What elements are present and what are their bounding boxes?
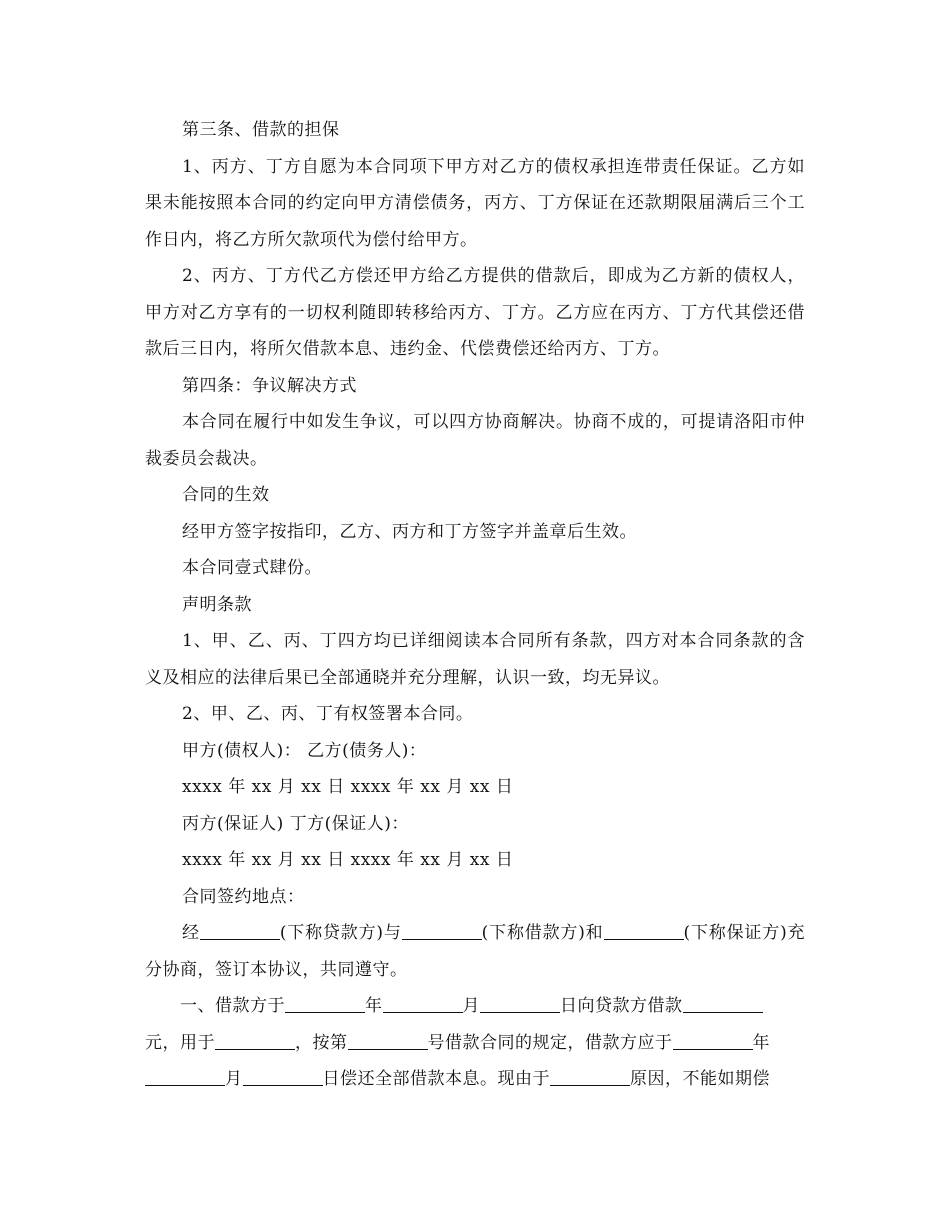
effect-clause: 经甲方签字按指印，乙方、丙方和丁方签字并盖章后生效。 [182, 521, 637, 542]
item-1-clause [145, 988, 805, 1098]
lender-name-blank[interactable] [200, 921, 280, 940]
declaration-clause-1: 1、甲、乙、丙、丁四方均已详细阅读本合同所有条款，四方对本合同条款的含义及相应的法律后果已全部通晓并充分理解，认识一致，均无异议。 [145, 631, 805, 688]
repay-month-blank[interactable] [145, 1067, 225, 1086]
reason-blank[interactable] [550, 1067, 630, 1086]
item-1-text-4: 日向贷款方借款 [560, 996, 683, 1016]
item-1-text-1: 一、借款方于 [180, 996, 285, 1016]
item-1-text-8: 年 [752, 1032, 770, 1053]
document-body [145, 112, 805, 1098]
loan-purpose-blank[interactable] [215, 1031, 295, 1050]
signature-date-line-1: xxxx 年 xx 月 xx 日 xxxx 年 xx 月 xx 日 [182, 777, 514, 797]
article-3-heading: 第三条、借款的担保 [182, 120, 340, 140]
item-1-line-2 [145, 1025, 805, 1062]
copies-clause: 本合同壹式肆份。 [182, 558, 322, 578]
item-1-text-9: 月 [225, 1069, 243, 1089]
item-1-text-2: 年 [365, 996, 383, 1016]
declaration-heading: 声明条款 [182, 594, 252, 615]
signature-parties-ab: 甲方(债权人)： 乙方(债务人)： [182, 740, 427, 761]
article-4-clause: 本合同在履行中如发生争议，可以四方协商解决。协商不成的，可提请洛阳市仲裁委员会裁决。 [145, 412, 805, 469]
contract-number-blank[interactable] [348, 1031, 428, 1050]
signature-date-line-2: xxxx 年 xx 月 xx 日 xxxx 年 xx 月 xx 日 [182, 850, 514, 870]
borrower-name-blank[interactable] [402, 921, 482, 940]
loan-day-blank[interactable] [480, 994, 560, 1013]
item-1-text-7: 号借款合同的规定，借款方应于 [427, 1032, 673, 1053]
loan-month-blank[interactable] [383, 994, 463, 1013]
agreement-text-3: (下称借款方)和 [481, 923, 604, 943]
loan-year-blank[interactable] [285, 994, 365, 1013]
item-1-text-6: ，按第 [295, 1032, 348, 1053]
guarantor-name-blank[interactable] [604, 921, 684, 940]
item-1-line-1 [145, 988, 805, 1025]
declaration-clause-2: 2、甲、乙、丙、丁有权签署本合同。 [182, 704, 474, 724]
article-4-heading: 第四条：争议解决方式 [182, 375, 357, 396]
agreement-text-2: (下称贷款方)与 [279, 923, 402, 943]
article-3-clause-2: 2、丙方、丁方代乙方偿还甲方给乙方提供的借款后，即成为乙方新的债权人，甲方对乙方享有的一切权利随即转移给丙方、丁方。乙方应在丙方、丁方代其偿还借款后三日内，将所欠借款本息、违约金、代偿费偿还给丙方、丁方。 [145, 266, 805, 359]
signing-place-label: 合同签约地点： [182, 886, 305, 907]
item-1-text-5: 元，用于 [145, 1032, 215, 1053]
loan-amount-blank[interactable] [683, 994, 763, 1013]
item-1-text-10: 日偿还全部借款本息。现由于 [322, 1069, 550, 1089]
repay-day-blank[interactable] [243, 1067, 323, 1086]
signature-parties-cd: 丙方(保证人) 丁方(保证人)： [182, 813, 409, 834]
agreement-text-1: 经 [182, 923, 200, 943]
item-1-line-3 [145, 1061, 805, 1098]
agreement-preamble [145, 915, 805, 988]
effect-heading: 合同的生效 [182, 485, 270, 505]
agreement-text-4: (下称保证方)充分协商，签订本协议，共同遵守。 [145, 923, 806, 980]
item-1-text-3: 月 [462, 996, 480, 1016]
item-1-text-11: 原因，不能如期偿 [630, 1069, 770, 1089]
repay-year-blank[interactable] [673, 1031, 753, 1050]
article-3-clause-1: 1、丙方、丁方自愿为本合同项下甲方对乙方的债权承担连带责任保证。乙方如果未能按照本合同的约定向甲方清偿债务，丙方、丁方保证在还款期限届满后三个工作日内，将乙方所欠款项代为偿付给甲方。 [145, 156, 805, 250]
